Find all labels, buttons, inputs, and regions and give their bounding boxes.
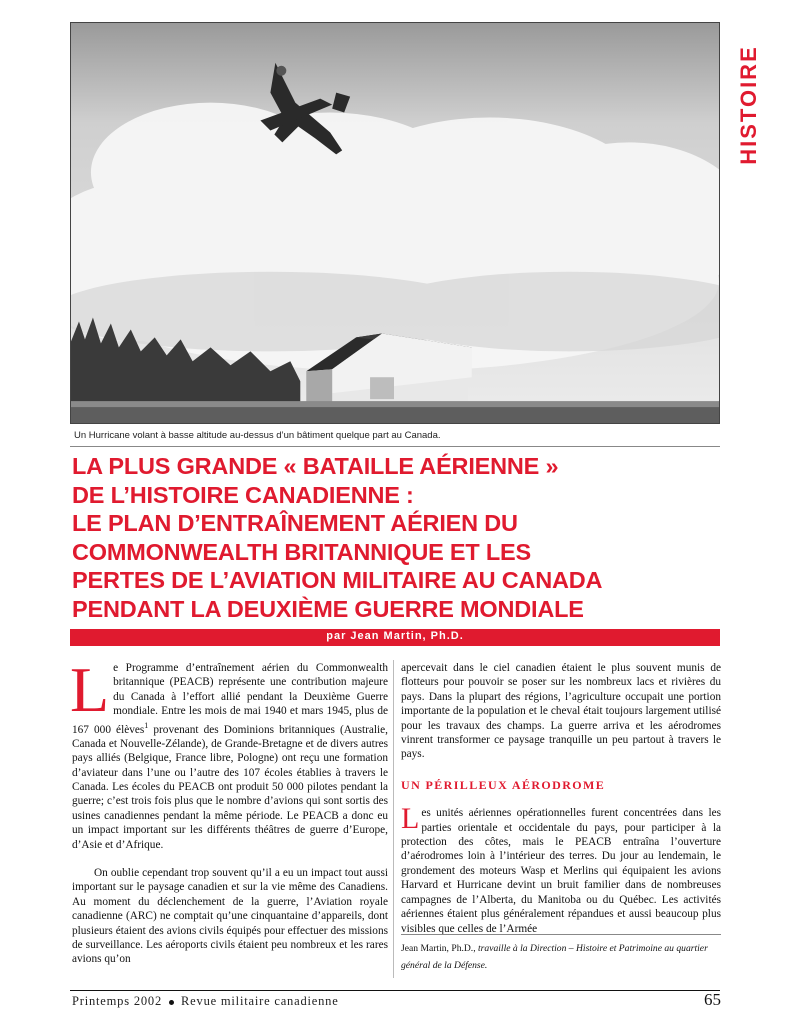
footnote-marker: 1 xyxy=(144,720,149,730)
section-label xyxy=(734,40,764,170)
byline: par Jean Martin, Ph.D. xyxy=(326,630,464,642)
drop-cap: L xyxy=(401,802,420,836)
article-headline xyxy=(72,452,732,623)
left-paragraph-1 xyxy=(70,654,389,852)
author-note xyxy=(401,940,721,974)
photo-illustration xyxy=(71,23,719,423)
footer-divider xyxy=(70,990,720,991)
hurricane-photo xyxy=(70,22,720,424)
bullet-icon xyxy=(169,1000,174,1005)
left-paragraph-1-text-a: e Programme d’entraînement aérien du Commonwealth britannique (PEACB) représente une contribution majeure du Canada à l’effort allié pendant la Deuxième Guerre mondiale. Entre les mois de mai 1940 et mars 1945, plus de 167 000 élèves xyxy=(72,662,388,736)
footer-publication: Revue militaire canadienne xyxy=(181,994,339,1008)
headline-line: LE PLAN D’ENTRAÎNEMENT AÉRIEN DU xyxy=(72,510,518,536)
right-column xyxy=(401,661,721,936)
left-paragraph-1-text-b: provenant des Dominions britanniques (Australie, Canada et Nouvelle-Zélande), de Grande-Bretagne et de divers autres pays alliés (Belgique, France libre, Pologne) ont reçu une formation d’aviateur dans l’une ou l’autre des 107 écoles établies à travers le Canada. Les écoles du PEACB ont produit 50 000 pilotes pendant la guerre; c’est trois fois plus que le nombre d’avions qui sont sortis des usines canadiennes pendant la même période. Le PEACB a donc eu un impact important sur les différents théâtres de guerre d’Europe, d’Asie et d’Afrique. xyxy=(72,723,389,851)
headline-line: COMMONWEALTH BRITANNIQUE ET LES xyxy=(72,538,531,565)
right-paragraph-1: apercevait dans le ciel canadien étaient le plus souvent munis de flotteurs pour pouvoir se poser sur les nombreux lacs et rivières du pays. Dans la plupart des régions, l’agriculture occupait une portion importante de la population et le cheval était toujours largement utilisé pour les travaux des champs. La guerre arriva et les aérodromes vinrent transformer ce paysage tranquille un peu partout à travers le pays. xyxy=(401,662,721,761)
footer xyxy=(72,994,339,1009)
drop-cap: L xyxy=(70,654,110,725)
headline-line: LA PLUS GRANDE « BATAILLE AÉRIENNE » xyxy=(72,453,559,479)
author-name: Jean Martin, Ph.D., xyxy=(401,943,479,954)
page-number: 65 xyxy=(704,990,721,1009)
headline-line: PENDANT LA DEUXIÈME GUERRE MONDIALE xyxy=(72,595,584,622)
right-paragraph-2-text: es unités aériennes opérationnelles furent concentrées dans les parties orientale et occidentale du pays, pour participer à la protection des côtes, mais le PEACB entraîna l’ouverture d’aérodromes loin à l’intérieur des terres. Du jour au lendemain, le grondement des moteurs Wasp et Merlins qui équipaient les avions Harvard et Hurricane devint un bruit familier dans de nombreuses campagnes de l’Alberta, du Manitoba ou du Québec. Les activités aériennes étaient plus généralement répandues et aussi beaucoup plus visibles que celles de l’Armée xyxy=(401,807,721,935)
byline-bar xyxy=(70,629,720,646)
headline-line: PERTES DE L’AVIATION MILITAIRE AU CANADA xyxy=(72,567,603,593)
author-role: travaille à la Direction – Histoire et Patrimoine au quartier général de la Défense. xyxy=(401,943,708,971)
author-note-divider xyxy=(401,934,721,935)
headline-line: DE L’HISTOIRE CANADIENNE : xyxy=(72,481,414,508)
footer-season: Printemps 2002 xyxy=(72,994,163,1008)
column-divider xyxy=(393,660,394,978)
left-paragraph-2: On oublie cependant trop souvent qu’il a eu un impact tout aussi important sur le paysage canadien et sur la vie même des Canadiens. Au moment du déclenchement de la guerre, l’Aviation royale canadienne (ARC) ne comptait qu’une cinquantaine d’appareils, dont plusieurs étaient des avions civils équipés pour effectuer des missions de surveillance. Les aéroports civils étaient peu nombreux et les rares avions qu’on xyxy=(72,867,388,966)
section-label-text: HISTOIRE xyxy=(736,45,761,165)
right-paragraph-2 xyxy=(401,802,721,936)
photo-caption: Un Hurricane volant à basse altitude au-dessus d’un bâtiment quelque part au Canada. xyxy=(74,430,441,441)
caption-divider xyxy=(70,446,720,447)
section-subhead: UN PÉRILLEUX AÉRODROME xyxy=(401,777,606,792)
left-column xyxy=(70,654,389,967)
